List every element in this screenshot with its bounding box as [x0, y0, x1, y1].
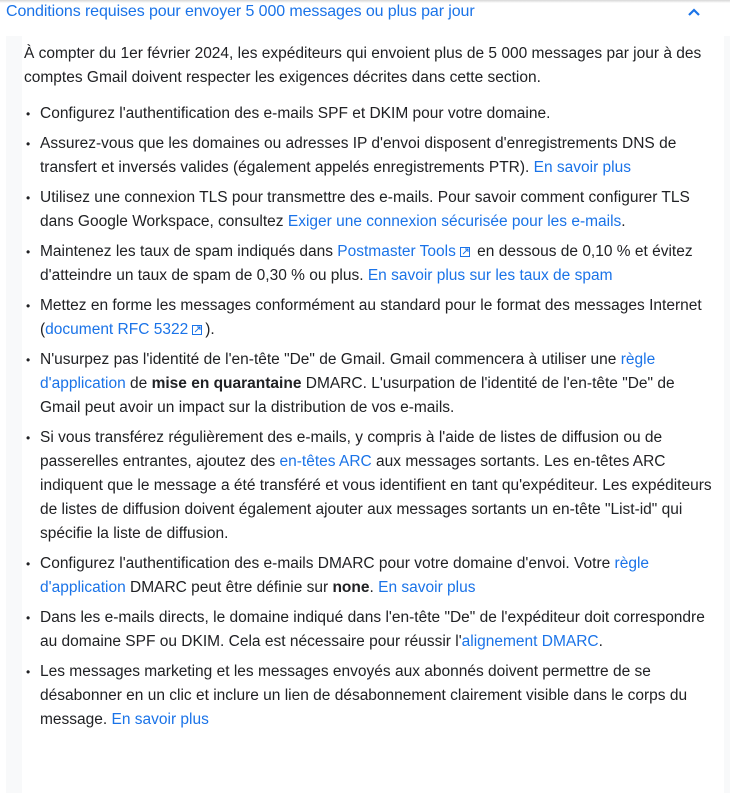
bullet: • — [26, 245, 31, 259]
item-text: Si vous transférez régulièrement des e-mails, y compris à l'aide de listes de diffusion ou de passerelles entrantes, ajoutez des — [40, 429, 663, 470]
item-text: . — [621, 213, 626, 230]
item-text: DMARC peut être définie sur — [125, 579, 333, 596]
bullet: • — [26, 431, 31, 445]
item-text: ). — [205, 321, 215, 338]
bullet: • — [26, 191, 31, 205]
item-text: aux messages sortants. Les en-têtes ARC indiquent que le message a été transféré et vous identifient en tant qu'expéditeur. Les expéditeurs de listes de diffusion doivent également ajouter aux messages sortants un en-tête "List-id" qui spécifie la liste de diffusion. — [40, 453, 712, 542]
bullet: • — [26, 137, 31, 151]
bullet: • — [26, 557, 31, 571]
requirements-list — [22, 102, 712, 738]
chevron-up-icon[interactable] — [686, 6, 702, 18]
accordion-title[interactable]: Conditions requises pour envoyer 5 000 messages ou plus par jour — [6, 3, 475, 20]
item-text: de — [125, 375, 152, 392]
arc-headers-link[interactable]: en-têtes ARC — [279, 453, 372, 470]
list-item — [22, 294, 712, 342]
item-text: Configurez l'authentification des e-mails DMARC pour votre domaine d'envoi. Votre — [40, 555, 615, 572]
learn-more-link[interactable]: En savoir plus — [111, 711, 209, 728]
bold-text: none — [332, 579, 370, 596]
bold-text: mise en quarantaine — [151, 375, 302, 392]
require-secure-connection-link[interactable]: Exiger une connexion sécurisée pour les e-mails — [287, 213, 622, 230]
list-item — [22, 186, 712, 234]
spam-rate-learn-more-link[interactable]: En savoir plus sur les taux de spam — [367, 267, 613, 284]
list-item — [22, 240, 712, 288]
learn-more-link[interactable]: En savoir plus — [378, 579, 476, 596]
dmarc-alignment-link[interactable]: alignement DMARC — [461, 633, 599, 650]
accordion-panel — [6, 36, 730, 793]
item-text: Les messages marketing et les messages envoyés aux abonnés doivent permettre de se désabonner en un clic et inclure un lien de désabonnement clairement visible dans le corps du message. — [40, 663, 688, 728]
enforcement-policy-link[interactable]: règle d'application — [40, 351, 656, 392]
accordion-header[interactable] — [0, 0, 730, 26]
item-text: Assurez-vous que les domaines ou adresses IP d'envoi disposent d'enregistrements DNS de transfert et inversés valides (également appelés enregistrements PTR). — [40, 135, 677, 176]
bullet: • — [26, 107, 31, 121]
enforcement-policy-link[interactable]: règle d'application — [40, 555, 650, 596]
bullet: • — [26, 611, 31, 625]
bullet: • — [26, 353, 31, 367]
item-text: N'usurpez pas l'identité de l'en-tête "De" de Gmail. Gmail commencera à utiliser une — [40, 351, 621, 368]
item-text: Utilisez une connexion TLS pour transmettre des e-mails. Pour savoir comment configurer TLS dans Google Workspace, consultez — [40, 189, 690, 230]
list-item — [22, 426, 712, 546]
list-item — [22, 348, 712, 420]
item-text: . — [369, 579, 379, 596]
item-text: Dans les e-mails directs, le domaine indiqué dans l'en-tête "De" de l'expéditeur doit correspondre au domaine SPF ou DKIM. Cela est nécessaire pour réussir l' — [40, 609, 705, 650]
item-text: . — [598, 633, 603, 650]
postmaster-tools-link[interactable]: Postmaster Tools — [337, 243, 456, 260]
external-link-icon[interactable] — [460, 247, 470, 257]
bullet: • — [26, 299, 31, 313]
list-item — [22, 552, 712, 600]
learn-more-link[interactable]: En savoir plus — [533, 159, 631, 176]
intro-paragraph: À compter du 1er février 2024, les expéditeurs qui envoient plus de 5 000 messages par jour à des comptes Gmail doivent respecter les exigences décrites dans cette section. — [24, 45, 702, 86]
item-text: Maintenez les taux de spam indiqués dans — [40, 243, 338, 260]
list-item — [22, 132, 712, 180]
item-text: Mettez en forme les messages conformément au standard pour le format des messages Internet ( — [40, 297, 702, 338]
item-text: DMARC. L'usurpation de l'identité de l'en-tête "De" de Gmail peut avoir un impact sur la distribution de vos e-mails. — [40, 375, 675, 416]
external-link-icon[interactable] — [192, 325, 202, 335]
accordion-content — [22, 36, 724, 793]
item-text: Configurez l'authentification des e-mails SPF et DKIM pour votre domaine. — [40, 105, 551, 122]
item-text: en dessous de 0,10 % et évitez d'atteindre un taux de spam de 0,30 % ou plus. — [40, 243, 693, 284]
bullet: • — [26, 665, 31, 679]
list-item — [22, 606, 712, 654]
rfc-5322-link[interactable]: document RFC 5322 — [45, 321, 189, 338]
list-item — [22, 102, 712, 126]
list-item — [22, 660, 712, 732]
